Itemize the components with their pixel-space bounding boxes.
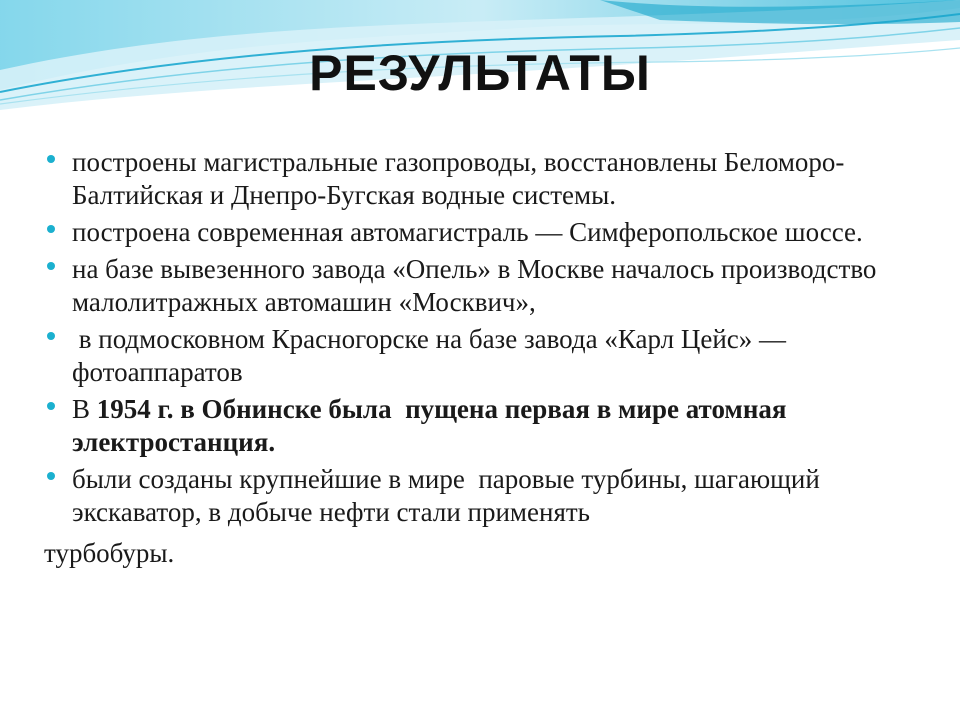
bullet-prefix: В bbox=[72, 394, 97, 424]
bullet-bold-text: 1954 г. в Обнинске была пущена первая в мире атомная электростанция. bbox=[72, 394, 800, 457]
bullet-item bbox=[44, 216, 924, 249]
bullet-text: на базе вывезенного завода «Опель» в Москве началось производство малолитражных автомашин «Москвич», bbox=[72, 254, 877, 317]
continuation-text: турбобуры. bbox=[44, 538, 175, 568]
bullet-item bbox=[44, 253, 924, 319]
bullet-item bbox=[44, 393, 924, 459]
bullet-item bbox=[44, 146, 924, 212]
bullet-dot-icon bbox=[47, 402, 55, 410]
bullet-item bbox=[44, 323, 924, 389]
bullet-text: в подмосковном Красногорске на базе завода «Карл Цейс» — фотоаппаратов bbox=[72, 324, 793, 387]
bullet-text: построены магистральные газопроводы, восстановлены Беломоро-Балтийская и Днепро-Бугская водные системы. bbox=[72, 147, 845, 210]
bullet-dot-icon bbox=[47, 472, 55, 480]
bullet-dot-icon bbox=[47, 155, 55, 163]
bullet-text: построена современная автомагистраль — Симферопольское шоссе. bbox=[72, 217, 863, 247]
bullet-dot-icon bbox=[47, 225, 55, 233]
slide-title: РЕЗУЛЬТАТЫ bbox=[309, 45, 651, 101]
bullet-dot-icon bbox=[47, 332, 55, 340]
bullet-list bbox=[44, 146, 924, 570]
bullet-dot-icon bbox=[47, 262, 55, 270]
bullet-text: были созданы крупнейшие в мире паровые турбины, шагающий экскаватор, в добыче нефти стали применять bbox=[72, 464, 827, 527]
bullet-item bbox=[44, 463, 924, 529]
